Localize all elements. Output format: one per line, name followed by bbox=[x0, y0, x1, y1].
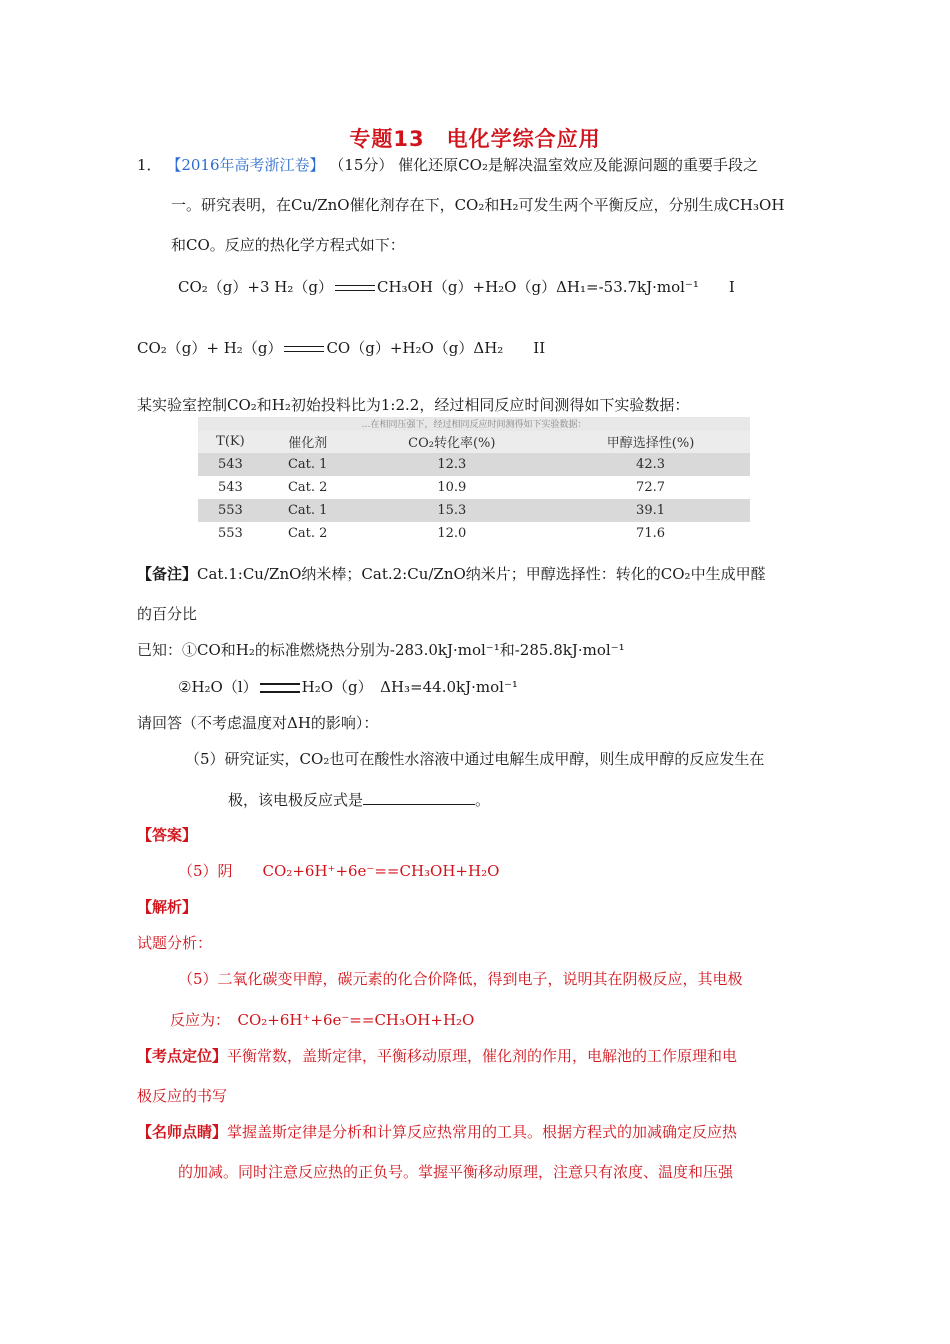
teacher-tip-line-2: 的加减。同时注意反应热的正负号。掌握平衡移动原理，注意只有浓度、温度和压强 bbox=[178, 1163, 734, 1181]
answer-blank bbox=[363, 790, 475, 805]
analysis-label: 【解析】 bbox=[137, 898, 198, 916]
question-intro-text-1: 催化还原CO₂是解决温室效应及能源问题的重要手段之 bbox=[398, 156, 758, 174]
equation-1-left: CO₂（g）+3 H₂（g） bbox=[178, 278, 333, 296]
question-intro-line-1 bbox=[137, 154, 758, 175]
equation-2-left: CO₂（g）+ H₂（g） bbox=[137, 339, 283, 357]
table-cell: 42.3 bbox=[551, 453, 750, 476]
teacher-tip-label: 【名师点睛】 bbox=[137, 1123, 228, 1141]
table-cell: Cat. 1 bbox=[263, 453, 353, 476]
table-top-fragment: …在相同压强下，经过相同反应时间测得如下实验数据： bbox=[198, 417, 750, 431]
question-5-text: 极，该电极反应式是 bbox=[228, 791, 364, 809]
answer-prompt: 请回答（不考虑温度对ΔH的影响）： bbox=[137, 714, 379, 732]
question-intro-line-3: 和CO。反应的热化学方程式如下： bbox=[171, 236, 405, 254]
question-score: （15分） bbox=[329, 156, 394, 174]
note-line-1 bbox=[137, 563, 766, 584]
key-point-line-1 bbox=[137, 1045, 737, 1066]
equals-sign-icon bbox=[260, 683, 300, 693]
table-header-cell: 甲醇选择性(%) bbox=[551, 431, 750, 454]
table-cell: Cat. 2 bbox=[287, 526, 328, 542]
note-label: 【备注】 bbox=[137, 565, 198, 583]
equation-2 bbox=[137, 337, 545, 358]
table-row bbox=[198, 522, 750, 545]
equilibrium-arrow-icon bbox=[284, 345, 324, 354]
page-title: 专题13 电化学综合应用 bbox=[349, 127, 601, 151]
lab-description: 某实验室控制CO₂和H₂初始投料比为1:2.2，经过相同反应时间测得如下实验数据： bbox=[137, 396, 690, 414]
table-cell: 72.7 bbox=[636, 480, 665, 496]
table-header-row bbox=[198, 431, 750, 454]
answer-label: 【答案】 bbox=[137, 826, 198, 844]
teacher-tip-text-1: 掌握盖斯定律是分析和计算反应热常用的工具。根据方程式的加减确定反应热 bbox=[227, 1123, 738, 1141]
table-cell: 543 bbox=[218, 480, 243, 496]
table-cell: 15.3 bbox=[353, 499, 551, 522]
answer-text: （5）阴 CO₂+6H⁺+6e⁻==CH₃OH+H₂O bbox=[178, 862, 500, 880]
table-cell: Cat. 2 bbox=[287, 480, 328, 496]
table-cell: 71.6 bbox=[636, 526, 665, 542]
teacher-tip-line-1 bbox=[137, 1121, 737, 1142]
question-5-line-2 bbox=[228, 789, 490, 810]
table-row bbox=[198, 499, 750, 522]
table-cell: 12.0 bbox=[437, 526, 467, 542]
experiment-data-table bbox=[198, 417, 750, 545]
table-cell: 12.3 bbox=[353, 453, 551, 476]
table-cell: 553 bbox=[198, 499, 263, 522]
key-point-label: 【考点定位】 bbox=[137, 1047, 228, 1065]
table-header-cell: 催化剂 bbox=[263, 431, 353, 454]
note-text-1: Cat.1:Cu/ZnO纳米棒；Cat.2:Cu/ZnO纳米片；甲醇选择性：转化的CO₂中生成甲醛 bbox=[197, 565, 766, 583]
equation-2-right: CO（g）+H₂O（g）ΔH₂ II bbox=[326, 339, 546, 357]
analysis-subtitle: 试题分析： bbox=[137, 934, 213, 952]
question-5-end: 。 bbox=[475, 791, 491, 809]
table-cell: Cat. 1 bbox=[263, 499, 353, 522]
table-row bbox=[198, 453, 750, 476]
key-point-line-2: 极反应的书写 bbox=[137, 1087, 228, 1105]
known-2 bbox=[178, 676, 518, 697]
table-header-cell: T(K) bbox=[198, 431, 263, 454]
table-header-cell: CO₂转化率(%) bbox=[353, 431, 551, 454]
table-cell: 553 bbox=[218, 526, 243, 542]
known-2-right: H₂O（g） ΔH₃=44.0kJ·mol⁻¹ bbox=[301, 678, 518, 696]
note-line-2: 的百分比 bbox=[137, 605, 198, 623]
table-row bbox=[198, 476, 750, 499]
known-1: 已知：①CO和H₂的标准燃烧热分别为-283.0kJ·mol⁻¹和-285.8kJ·mol⁻¹ bbox=[137, 641, 625, 659]
table-top-fragment-row bbox=[198, 417, 750, 431]
equation-1-right: CH₃OH（g）+H₂O（g）ΔH₁=-53.7kJ·mol⁻¹ I bbox=[376, 278, 735, 296]
table-cell: 543 bbox=[198, 453, 263, 476]
key-point-text-1: 平衡常数，盖斯定律，平衡移动原理，催化剂的作用，电解池的工作原理和电 bbox=[227, 1047, 738, 1065]
equation-1 bbox=[178, 276, 735, 297]
question-source: 【2016年高考浙江卷】 bbox=[166, 156, 325, 174]
table-cell: 39.1 bbox=[551, 499, 750, 522]
known-2-left: ②H₂O（l） bbox=[178, 678, 258, 696]
analysis-line-2: 反应为： CO₂+6H⁺+6e⁻==CH₃OH+H₂O bbox=[170, 1011, 475, 1029]
equilibrium-arrow-icon bbox=[335, 284, 375, 293]
analysis-line-1: （5）二氧化碳变甲醇，碳元素的化合价降低，得到电子，说明其在阴极反应，其电极 bbox=[178, 970, 743, 988]
question-5-line-1: （5）研究证实，CO₂也可在酸性水溶液中通过电解生成甲醇，则生成甲醇的反应发生在 bbox=[185, 750, 765, 768]
table-cell: 10.9 bbox=[437, 480, 467, 496]
question-number: 1． bbox=[137, 156, 162, 174]
question-intro-line-2: 一。研究表明，在Cu/ZnO催化剂存在下，CO₂和H₂可发生两个平衡反应，分别生成CH₃OH bbox=[171, 196, 785, 214]
